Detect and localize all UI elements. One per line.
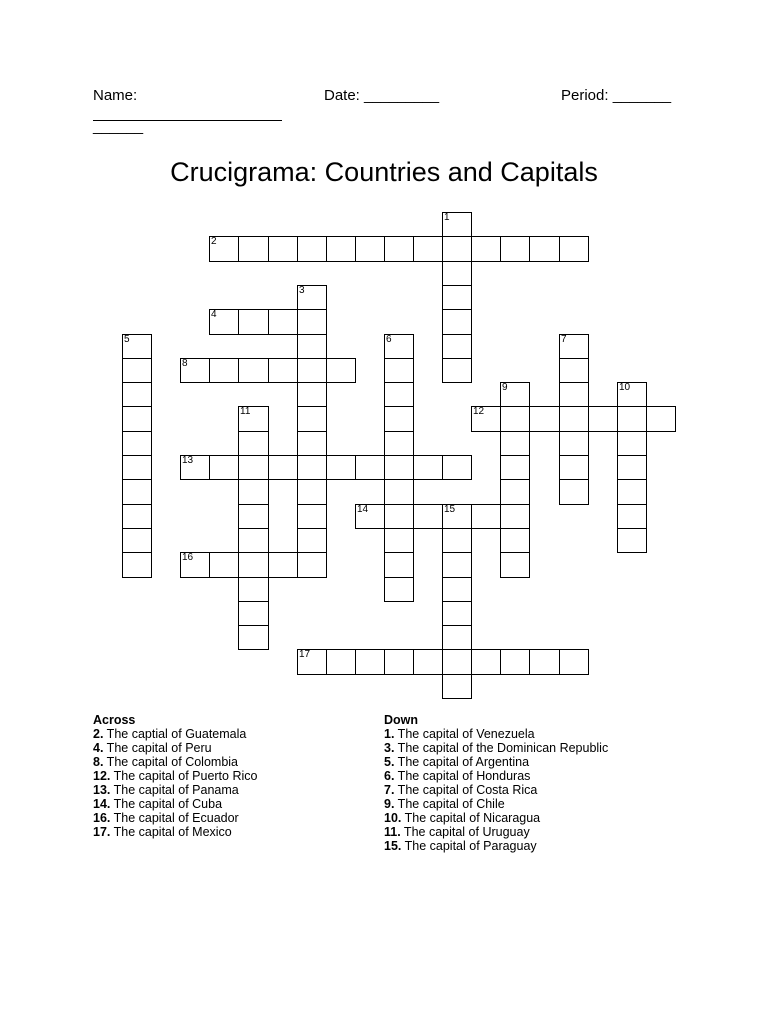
- down-clue-11: [384, 825, 608, 839]
- crossword-cell[interactable]: [326, 455, 356, 480]
- crossword-cell[interactable]: [238, 528, 269, 553]
- crossword-cell[interactable]: [238, 431, 269, 456]
- crossword-cell[interactable]: [297, 309, 327, 335]
- crossword-cell[interactable]: [384, 577, 414, 602]
- cell-clue-number: 10: [619, 382, 631, 393]
- crossword-cell[interactable]: [442, 504, 472, 529]
- crossword-cell[interactable]: [559, 479, 589, 505]
- crossword-cell[interactable]: [268, 358, 298, 383]
- crossword-cell[interactable]: [500, 528, 530, 553]
- crossword-cell[interactable]: [442, 285, 472, 310]
- down-clue-9: [384, 797, 608, 811]
- crossword-cell[interactable]: [384, 479, 414, 505]
- clue-number: 7.: [384, 783, 395, 797]
- crossword-cell[interactable]: [384, 528, 414, 553]
- crossword-cell[interactable]: [442, 577, 472, 602]
- crossword-cell[interactable]: [297, 479, 327, 505]
- clue-text: The capital of Cuba: [110, 797, 223, 811]
- clue-number: 12.: [93, 769, 111, 783]
- cell-clue-number: 11: [240, 406, 251, 417]
- crossword-cell[interactable]: [238, 236, 269, 262]
- crossword-cell[interactable]: [529, 649, 560, 675]
- down-clues: [384, 713, 608, 853]
- crossword-cell[interactable]: [442, 236, 472, 262]
- crossword-cell[interactable]: [442, 358, 472, 383]
- crossword-cell[interactable]: [297, 528, 327, 553]
- name-blank-continuation[interactable]: ______: [93, 118, 144, 135]
- crossword-cell[interactable]: [209, 455, 239, 480]
- crossword-cell[interactable]: [268, 455, 298, 480]
- down-clue-3: [384, 741, 608, 755]
- crossword-cell[interactable]: [559, 334, 589, 359]
- down-clue-7: [384, 783, 608, 797]
- crossword-cell[interactable]: [122, 358, 152, 383]
- clue-number: 8.: [93, 755, 104, 769]
- crossword-cell[interactable]: [297, 334, 327, 359]
- crossword-cell[interactable]: [413, 504, 443, 529]
- crossword-cell[interactable]: [471, 649, 501, 675]
- crossword-cell[interactable]: [500, 382, 530, 407]
- cell-clue-number: 4: [211, 309, 217, 320]
- crossword-cell[interactable]: [442, 334, 472, 359]
- crossword-cell[interactable]: [471, 504, 501, 529]
- crossword-cell[interactable]: [559, 406, 589, 432]
- crossword-cell[interactable]: [268, 552, 298, 578]
- clue-number: 5.: [384, 755, 395, 769]
- crossword-cell[interactable]: [355, 649, 385, 675]
- crossword-cell[interactable]: [559, 358, 589, 383]
- clue-text: The capital of Uruguay: [400, 825, 530, 839]
- clue-text: The capital of Mexico: [110, 825, 232, 839]
- clue-text: The captial of Guatemala: [103, 727, 247, 741]
- crossword-cell[interactable]: [442, 625, 472, 650]
- crossword-cell[interactable]: [122, 552, 152, 578]
- crossword-cell[interactable]: [384, 504, 414, 529]
- crossword-cell[interactable]: [529, 406, 560, 432]
- crossword-cell[interactable]: [122, 455, 152, 480]
- crossword-cell[interactable]: [238, 309, 269, 335]
- crossword-cell[interactable]: [617, 528, 647, 553]
- cell-clue-number: 8: [182, 358, 188, 369]
- crossword-cell[interactable]: [529, 236, 560, 262]
- cell-clue-number: 5: [124, 334, 130, 345]
- crossword-cell[interactable]: [238, 577, 269, 602]
- clue-text: The capital of Honduras: [394, 769, 531, 783]
- crossword-cell[interactable]: [384, 382, 414, 407]
- crossword-cell[interactable]: [617, 431, 647, 456]
- crossword-cell[interactable]: [442, 212, 472, 237]
- crossword-cell[interactable]: [413, 455, 443, 480]
- crossword-cell[interactable]: [297, 455, 327, 480]
- crossword-cell[interactable]: [297, 236, 327, 262]
- crossword-cell[interactable]: [355, 236, 385, 262]
- crossword-cell[interactable]: [209, 309, 239, 335]
- crossword-cell[interactable]: [384, 552, 414, 578]
- crossword-cell[interactable]: [500, 236, 530, 262]
- crossword-cell[interactable]: [297, 431, 327, 456]
- crossword-cell[interactable]: [559, 236, 589, 262]
- crossword-cell[interactable]: [617, 406, 647, 432]
- clue-text: The capital of Costa Rica: [394, 783, 538, 797]
- crossword-cell[interactable]: [500, 455, 530, 480]
- down-clue-1: [384, 727, 608, 741]
- across-clue-13: [93, 783, 257, 797]
- clue-text: The capital of Panama: [110, 783, 239, 797]
- across-clue-4: [93, 741, 257, 755]
- crossword-cell[interactable]: [297, 382, 327, 407]
- cell-clue-number: 6: [386, 334, 392, 345]
- cell-clue-number: 9: [502, 382, 508, 393]
- crossword-cell[interactable]: [442, 309, 472, 335]
- page-title: Crucigrama: Countries and Capitals: [170, 157, 598, 187]
- crossword-cell[interactable]: [209, 552, 239, 578]
- crossword-cell[interactable]: [384, 358, 414, 383]
- crossword-cell[interactable]: [238, 601, 269, 626]
- clue-text: The capital of Paraguay: [401, 839, 537, 853]
- clue-text: The capital of Colombia: [103, 755, 239, 769]
- down-clue-15: [384, 839, 608, 853]
- cell-clue-number: 15: [444, 504, 456, 515]
- crossword-cell[interactable]: [442, 455, 472, 480]
- clue-number: 3.: [384, 741, 395, 755]
- crossword-cell[interactable]: [559, 431, 589, 456]
- crossword-cell[interactable]: [355, 455, 385, 480]
- date-field[interactable]: Date: _________: [324, 87, 440, 104]
- crossword-cell[interactable]: [384, 406, 414, 432]
- cell-clue-number: 16: [182, 552, 194, 563]
- across-clue-17: [93, 825, 257, 839]
- clue-number: 9.: [384, 797, 395, 811]
- crossword-cell[interactable]: [471, 406, 501, 432]
- crossword-cell[interactable]: [326, 236, 356, 262]
- across-clue-12: [93, 769, 257, 783]
- crossword-cell[interactable]: [413, 649, 443, 675]
- crossword-cell[interactable]: [646, 406, 676, 432]
- across-heading: Across: [93, 713, 136, 727]
- cell-clue-number: 13: [182, 455, 194, 466]
- crossword-cell[interactable]: [471, 236, 501, 262]
- clue-text: The capital of Ecuador: [110, 811, 239, 825]
- clue-number: 16.: [93, 811, 111, 825]
- cell-clue-number: 2: [211, 236, 217, 247]
- cell-clue-number: 12: [473, 406, 485, 417]
- crossword-cell[interactable]: [180, 358, 210, 383]
- crossword-cell[interactable]: [617, 504, 647, 529]
- crossword-cell[interactable]: [238, 406, 269, 432]
- crossword-cell[interactable]: [384, 455, 414, 480]
- crossword-cell[interactable]: [268, 309, 298, 335]
- crossword-cell[interactable]: [209, 236, 239, 262]
- cell-clue-number: 1: [444, 212, 450, 223]
- clue-number: 13.: [93, 783, 111, 797]
- crossword-cell[interactable]: [617, 455, 647, 480]
- crossword-cell[interactable]: [500, 649, 530, 675]
- crossword-cell[interactable]: [500, 431, 530, 456]
- clue-text: The capital of Peru: [103, 741, 212, 755]
- crossword-cell[interactable]: [326, 358, 356, 383]
- crossword-cell[interactable]: [297, 552, 327, 578]
- crossword-cell[interactable]: [122, 334, 152, 359]
- crossword-cell[interactable]: [122, 431, 152, 456]
- crossword-cell[interactable]: [297, 504, 327, 529]
- crossword-cell[interactable]: [384, 431, 414, 456]
- clue-text: The capital of Nicaragua: [401, 811, 541, 825]
- crossword-cell[interactable]: [209, 358, 239, 383]
- crossword-cell[interactable]: [122, 528, 152, 553]
- crossword-cell[interactable]: [617, 382, 647, 407]
- crossword-cell[interactable]: [180, 552, 210, 578]
- cell-clue-number: 7: [561, 334, 567, 345]
- clue-number: 15.: [384, 839, 402, 853]
- across-clue-14: [93, 797, 257, 811]
- crossword-cell[interactable]: [588, 406, 618, 432]
- across-clue-16: [93, 811, 257, 825]
- crossword-cell[interactable]: [442, 552, 472, 578]
- crossword-cell[interactable]: [238, 552, 269, 578]
- crossword-cell[interactable]: [238, 479, 269, 505]
- crossword-cell[interactable]: [384, 649, 414, 675]
- clue-text: The capital of Chile: [394, 797, 505, 811]
- down-clue-5: [384, 755, 608, 769]
- crossword-cell[interactable]: [559, 649, 589, 675]
- clue-text: The capital of Argentina: [394, 755, 530, 769]
- clue-number: 6.: [384, 769, 395, 783]
- across-clue-8: [93, 755, 257, 769]
- clue-number: 10.: [384, 811, 402, 825]
- clue-text: The capital of Puerto Rico: [110, 769, 258, 783]
- crossword-cell[interactable]: [238, 455, 269, 480]
- crossword-cell[interactable]: [559, 382, 589, 407]
- clue-number: 2.: [93, 727, 104, 741]
- crossword-cell[interactable]: [500, 406, 530, 432]
- crossword-cell[interactable]: [442, 649, 472, 675]
- clue-text: The capital of the Dominican Republic: [394, 741, 609, 755]
- crossword-cell[interactable]: [238, 625, 269, 650]
- name-label: Name:: [93, 87, 138, 104]
- crossword-cell[interactable]: [442, 601, 472, 626]
- crossword-cell[interactable]: [297, 649, 327, 675]
- cell-clue-number: 3: [299, 285, 305, 296]
- crossword-cell[interactable]: [413, 236, 443, 262]
- down-heading: Down: [384, 713, 419, 727]
- clue-text: The capital of Venezuela: [394, 727, 535, 741]
- crossword-cell[interactable]: [297, 406, 327, 432]
- clue-number: 4.: [93, 741, 104, 755]
- crossword-cell[interactable]: [442, 528, 472, 553]
- down-clue-6: [384, 769, 608, 783]
- crossword-cell[interactable]: [238, 504, 269, 529]
- crossword-cell[interactable]: [122, 504, 152, 529]
- crossword-cell[interactable]: [500, 504, 530, 529]
- crossword-cell[interactable]: [268, 236, 298, 262]
- crossword-cell[interactable]: [180, 455, 210, 480]
- crossword-cell[interactable]: [238, 358, 269, 383]
- crossword-cell[interactable]: [500, 479, 530, 505]
- clue-number: 11.: [384, 825, 401, 839]
- crossword-cell[interactable]: [122, 382, 152, 407]
- clue-number: 1.: [384, 727, 395, 741]
- crossword-cell[interactable]: [559, 455, 589, 480]
- crossword-cell[interactable]: [617, 479, 647, 505]
- crossword-cell[interactable]: [122, 479, 152, 505]
- clue-number: 17.: [93, 825, 111, 839]
- cell-clue-number: 14: [357, 504, 369, 515]
- period-field[interactable]: Period: _______: [561, 87, 672, 104]
- crossword-cell[interactable]: [500, 552, 530, 578]
- crossword-cell[interactable]: [384, 236, 414, 262]
- crossword-cell[interactable]: [355, 504, 385, 529]
- crossword-cell[interactable]: [297, 285, 327, 310]
- crossword-cell[interactable]: [326, 649, 356, 675]
- down-clue-10: [384, 811, 608, 825]
- crossword-cell[interactable]: [384, 334, 414, 359]
- crossword-cell[interactable]: [122, 406, 152, 432]
- across-clue-2: [93, 727, 257, 741]
- across-clues: [93, 713, 257, 839]
- crossword-cell[interactable]: [442, 674, 472, 699]
- cell-clue-number: 17: [299, 649, 311, 660]
- crossword-cell[interactable]: [442, 261, 472, 286]
- clue-number: 14.: [93, 797, 111, 811]
- crossword-cell[interactable]: [297, 358, 327, 383]
